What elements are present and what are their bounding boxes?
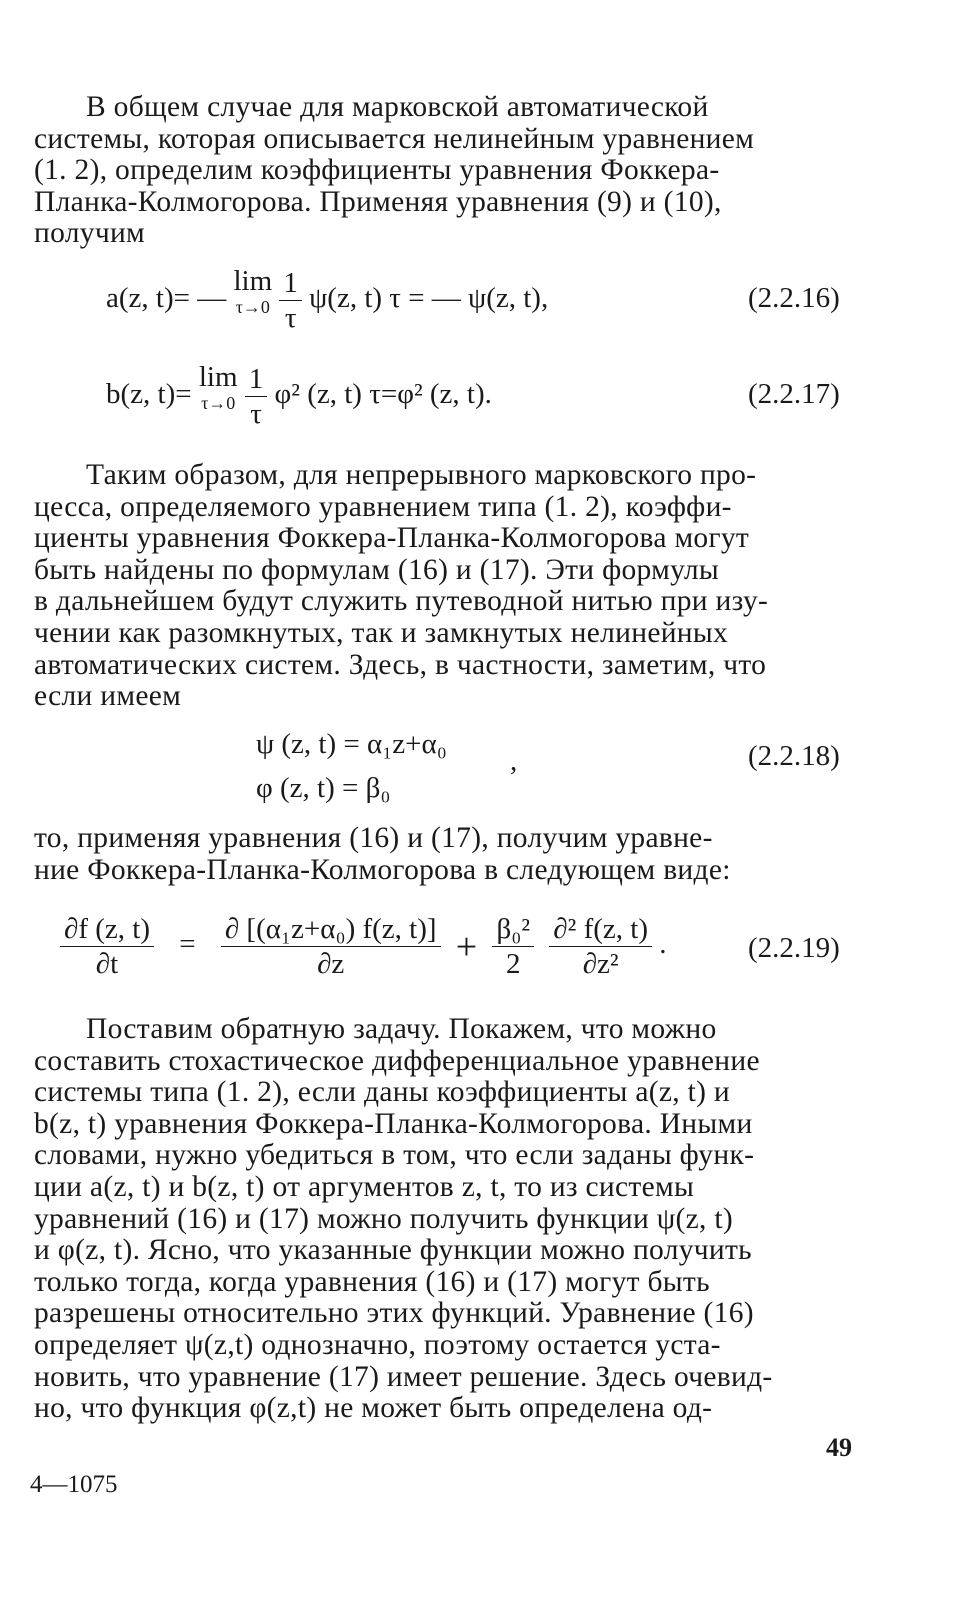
text-line: b(z, t) уравнения Фоккера-Планка-Колмогорова. Иными	[34, 1107, 753, 1140]
text-line: системы типа (1. 2), если даны коэффициенты a(z, t) и	[34, 1076, 730, 1109]
eq19-term-diffusion	[549, 912, 652, 981]
text-line: чении как разомкнутых, так и замкнутых нелинейных	[34, 616, 729, 649]
eq19-period: .	[659, 928, 667, 961]
eq17-lim-word: lim	[198, 361, 238, 393]
eq17-lhs: b(z, t)=	[106, 378, 192, 411]
text-line: определяет ψ(z,t) однозначно, поэтому остается уста-	[34, 1328, 721, 1361]
eq19-term-df-dt	[60, 912, 154, 981]
text-line: (1. 2), определим коэффициенты уравнения Фоккера-	[34, 154, 720, 187]
eq19-number: (2.2.19)	[748, 932, 840, 964]
text-line: и φ(z, t). Ясно, что указанные функции можно получить	[34, 1234, 752, 1267]
eq17-frac-den: τ	[250, 398, 262, 430]
equation-2-2-17	[106, 362, 492, 431]
text-line: словами, нужно убедиться в том, что если заданы функ-	[34, 1139, 755, 1172]
eq18-line2: φ (z, t) = β₀	[256, 772, 391, 804]
text-line: ции a(z, t) и b(z, t) от аргументов z, t, то из системы	[34, 1170, 695, 1203]
text-line: в дальнейшем будут служить путеводной нитью при изу-	[34, 585, 769, 618]
eq19-t3-den: 2	[506, 948, 521, 980]
eq19-t2-den: ∂z	[317, 948, 345, 980]
text-line: автоматических систем. Здесь, в частности, заметим, что	[34, 648, 767, 681]
eq16-rhs: ψ(z, t) τ = — ψ(z, t),	[309, 282, 549, 315]
eq17-limit	[199, 362, 238, 414]
text-line: уравнений (16) и (17) можно получить функции ψ(z, t)	[34, 1202, 734, 1235]
text-line: Таким образом, для непрерывного марковского про-	[86, 459, 757, 491]
text-line: новить, что уравнение (17) имеет решение. Здесь очевид-	[34, 1360, 773, 1393]
eq17-fraction	[245, 362, 268, 431]
eq16-fraction	[279, 266, 302, 335]
eq16-frac-den: τ	[284, 302, 297, 334]
eq17-lim-sub: τ→0	[201, 393, 236, 413]
printer-signature: 4—1075	[30, 1471, 118, 1498]
paragraph-intro	[34, 92, 856, 250]
text-line: В общем случае для марковской автоматической	[86, 91, 709, 123]
eq19-t4-num: ∂² f(z, t)	[549, 912, 652, 947]
paragraph-coefficients	[34, 460, 856, 713]
eq19-t3-num: β₀²	[492, 912, 534, 947]
paragraph-fpk-form	[34, 823, 856, 886]
text-line: разрешены относительно этих функций. Уравнение (16)	[34, 1297, 754, 1330]
eq16-limit	[233, 266, 272, 318]
text-line: циенты уравнения Фоккера-Планка-Колмогорова могут	[34, 522, 750, 555]
eq19-t4-den: ∂z²	[582, 948, 619, 980]
equation-2-2-19	[60, 912, 666, 981]
text-line: Планка-Колмогорова. Применяя уравнения (9) и (10),	[34, 185, 722, 218]
text-line: составить стохастическое дифференциальное уравнение	[34, 1044, 760, 1077]
eq17-number: (2.2.17)	[748, 378, 840, 410]
eq16-frac-num: 1	[279, 266, 302, 301]
text-line: Поставим обратную задачу. Покажем, что можно	[86, 1013, 717, 1045]
eq16-lhs: a(z, t)= —	[106, 282, 227, 315]
eq19-t2-num: ∂ [(α₁z+α₀) f(z, t)]	[221, 912, 441, 947]
eq16-number: (2.2.16)	[748, 282, 840, 314]
eq19-plus: +	[455, 925, 478, 968]
equation-2-2-18	[256, 722, 447, 810]
eq19-term-drift	[221, 912, 441, 981]
eq19-t1-den: ∂t	[95, 948, 119, 980]
text-line: быть найдены по формулам (16) и (17). Эти формулы	[34, 553, 720, 586]
eq17-frac-num: 1	[245, 362, 268, 397]
text-line: только тогда, когда уравнения (16) и (17) могут быть	[34, 1265, 710, 1298]
page-number: 49	[826, 1433, 852, 1462]
eq19-t1-num: ∂f (z, t)	[60, 912, 154, 947]
eq19-equals: =	[179, 928, 196, 961]
eq16-lim-sub: τ→0	[235, 297, 270, 317]
text-line: если имеем	[34, 680, 182, 713]
paragraph-inverse-problem	[34, 1014, 856, 1425]
text-line: ние Фоккера-Планка-Колмогорова в следующем виде:	[34, 853, 731, 886]
eq18-number: (2.2.18)	[748, 740, 840, 772]
eq18-comma: ,	[510, 745, 518, 777]
equation-2-2-16	[106, 266, 548, 335]
text-line: системы, которая описывается нелинейным уравнением	[34, 122, 755, 155]
eq17-rhs: φ² (z, t) τ=φ² (z, t).	[274, 378, 492, 411]
text-line: то, применяя уравнения (16) и (17), получим уравне-	[34, 822, 713, 854]
eq18-line1: ψ (z, t) = α₁z+α₀	[256, 728, 447, 760]
eq19-term-beta	[492, 912, 534, 981]
text-line: но, что функция φ(z,t) не может быть определена од-	[34, 1392, 713, 1425]
text-line: цесса, определяемого уравнением типа (1. 2), коэффи-	[34, 490, 732, 523]
eq16-lim-word: lim	[233, 265, 273, 297]
text-line: получим	[34, 217, 146, 250]
